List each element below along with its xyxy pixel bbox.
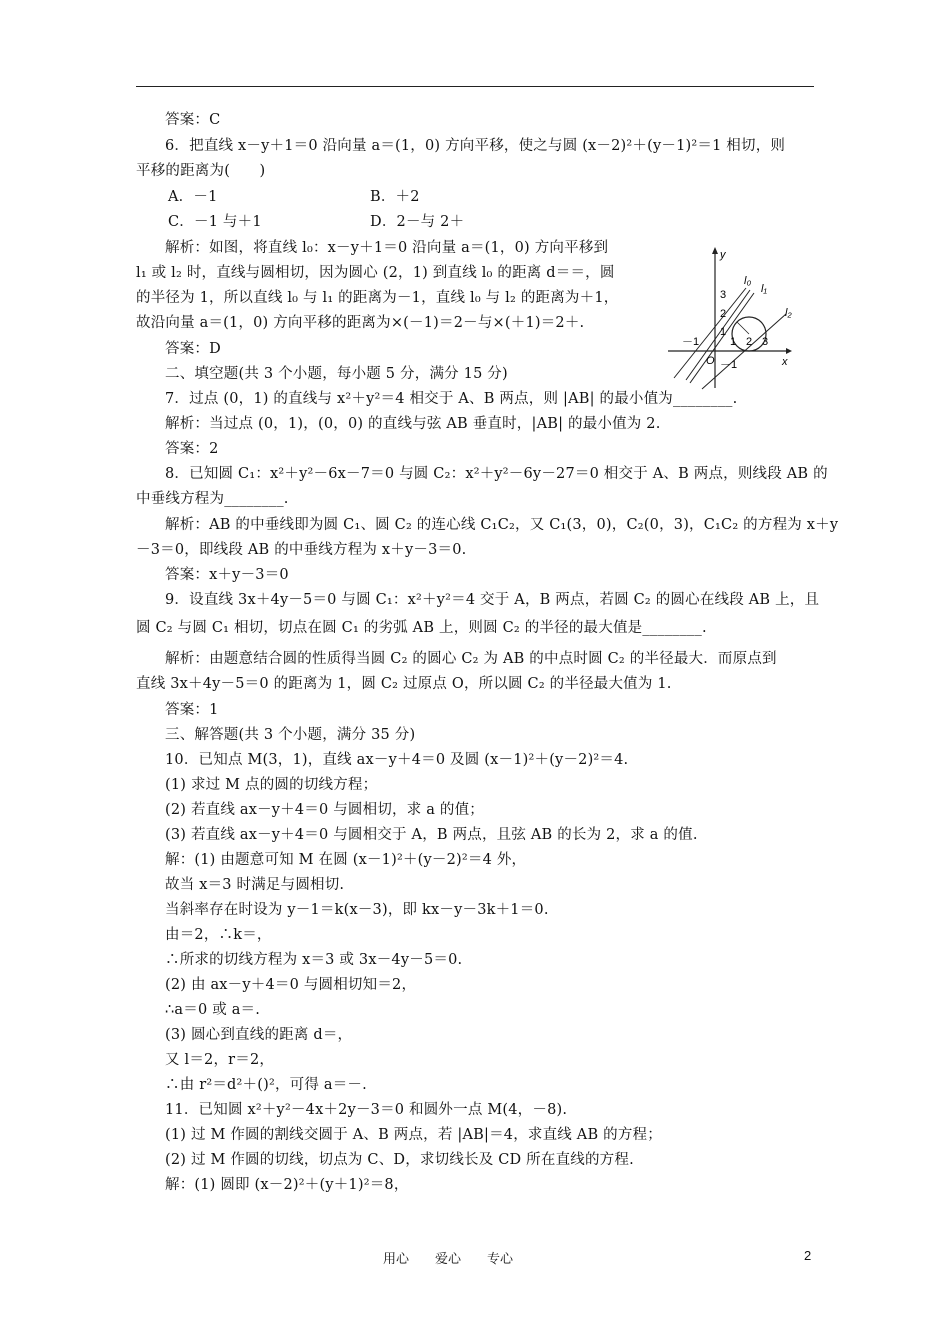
label-l1: l₁ xyxy=(761,283,767,295)
tick-x-neg1: －1 xyxy=(682,336,700,348)
text-line: (1) 过 M 作圆的割线交圆于 A、B 两点，若 |AB|＝4，求直线 AB 的方程； xyxy=(165,1127,662,1143)
text-line: (1) 求过 M 点的圆的切线方程； xyxy=(165,777,378,793)
tick-y-1: 1 xyxy=(720,326,727,338)
text-line: 7．过点 (0，1) 的直线与 x²＋y²＝4 相交于 A、B 两点，则 |AB| 的最小值为________. xyxy=(165,391,738,407)
text-line: 答案：C xyxy=(165,112,221,128)
text-line: 答案：x＋y－3＝0 xyxy=(165,567,289,583)
text-line: 又 l＝2，r＝2， xyxy=(165,1052,275,1068)
text-line: 9．设直线 3x＋4y－5＝0 与圆 C₁：x²＋y²＝4 交于 A，B 两点，若圆 C₂ 的圆心在线段 AB 上，且 xyxy=(165,592,820,608)
text-line: 答案：1 xyxy=(165,702,219,718)
text-line: l₁ 或 l₂ 时，直线与圆相切，因为圆心 (2，1) 到直线 l₀ 的距离 d＝＝，圆 xyxy=(136,265,615,281)
label-l0: l₀ xyxy=(744,275,752,287)
text-line: (2) 由 ax－y＋4＝0 与圆相切知＝2， xyxy=(165,977,417,993)
y-axis-label: y xyxy=(720,249,726,261)
text-line: 解析：如图，将直线 l₀：x－y＋1＝0 沿向量 a＝(1，0) 方向平移到 xyxy=(165,240,609,256)
text-line: (3) 圆心到直线的距离 d＝， xyxy=(165,1027,353,1043)
footer-motto: 用心 爱心 专心 xyxy=(383,1252,514,1267)
text-line: 11．已知圆 x²＋y²－4x＋2y－3＝0 和圆外一点 M(4，－8). xyxy=(165,1102,568,1118)
y-axis-arrow xyxy=(712,247,718,254)
text-line: B．＋2 xyxy=(370,189,420,205)
tick-x-2: 2 xyxy=(746,336,753,348)
text-line: 故沿向量 a＝(1，0) 方向平移的距离为×(－1)＝2－与×(＋1)＝2＋. xyxy=(136,315,585,331)
text-line: D．2－与 2＋ xyxy=(370,214,465,230)
text-line: ∴所求的切线方程为 x＝3 或 3x－4y－5＝0. xyxy=(165,952,463,968)
radius xyxy=(737,322,749,334)
text-line: 二、填空题(共 3 个小题，每小题 5 分，满分 15 分) xyxy=(165,366,508,382)
text-line: ∴由 r²＝d²＋()²，可得 a＝－. xyxy=(165,1077,367,1093)
line-l0 xyxy=(686,290,753,380)
text-line: 中垂线方程为________. xyxy=(136,491,289,507)
tick-y-2: 2 xyxy=(720,308,727,320)
text-line: 的半径为 1，所以直线 l₀ 与 l₁ 的距离为－1，直线 l₀ 与 l₂ 的距离为＋1， xyxy=(136,290,619,306)
text-line: C．－1 与＋1 xyxy=(168,214,262,230)
header-rule xyxy=(136,86,814,87)
text-line: 故当 x＝3 时满足与圆相切. xyxy=(165,877,345,893)
text-line: (3) 若直线 ax－y＋4＝0 与圆相交于 A，B 两点，且弦 AB 的长为 2，求 a 的值. xyxy=(165,827,698,843)
text-line: 解：(1) 圆即 (x－2)²＋(y＋1)²＝8， xyxy=(165,1177,409,1193)
text-line: 由＝2，∴k＝， xyxy=(165,927,272,943)
text-line: 平移的距离为( ) xyxy=(136,163,266,179)
text-line: 解析：由题意结合圆的性质得当圆 C₂ 的圆心 C₂ 为 AB 的中点时圆 C₂ 的半径最大．而原点到 xyxy=(165,651,777,667)
text-line: 答案：2 xyxy=(165,441,219,457)
text-line: A．－1 xyxy=(168,189,218,205)
text-line: 当斜率存在时设为 y－1＝k(x－3)，即 kx－y－3k＋1＝0. xyxy=(165,902,549,918)
text-line: ∴a＝0 或 a＝. xyxy=(165,1002,261,1018)
text-line: 10．已知点 M(3，1)，直线 ax－y＋4＝0 及圆 (x－1)²＋(y－2)²＝4. xyxy=(165,752,629,768)
text-line: 8．已知圆 C₁：x²＋y²－6x－7＝0 与圆 C₂：x²＋y²－6y－27＝0 相交于 A、B 两点，则线段 AB 的 xyxy=(165,466,828,482)
text-line: 解析：当过点 (0，1)，(0，0) 的直线与弦 AB 垂直时，|AB| 的最小值为 2. xyxy=(165,416,661,432)
tick-x-1: 1 xyxy=(730,336,737,348)
text-line: 6．把直线 x－y＋1＝0 沿向量 a＝(1，0) 方向平移，使之与圆 (x－2)²＋(y－1)²＝1 相切，则 xyxy=(165,138,786,154)
tick-x-3: 3 xyxy=(762,336,769,348)
origin-label: O xyxy=(706,355,715,367)
tick-y-neg1: －1 xyxy=(720,359,738,371)
text-line: (2) 过 M 作圆的切线，切点为 C、D，求切线长及 CD 所在直线的方程. xyxy=(165,1152,634,1168)
tick-y-3: 3 xyxy=(720,289,727,301)
text-line: －3＝0，即线段 AB 的中垂线方程为 x＋y－3＝0. xyxy=(136,542,467,558)
text-line: 解析：AB 的中垂线即为圆 C₁、圆 C₂ 的连心线 C₁C₂，又 C₁(3，0)，C₂(0，3)，C₁C₂ 的方程为 x＋y xyxy=(165,517,839,533)
label-l2: l₂ xyxy=(785,307,792,319)
text-line: 答案：D xyxy=(165,341,221,357)
text-line: 直线 3x＋4y－5＝0 的距离为 1，圆 C₂ 过原点 O，所以圆 C₂ 的半径最大值为 1. xyxy=(136,676,672,692)
text-line: (2) 若直线 ax－y＋4＝0 与圆相切，求 a 的值； xyxy=(165,802,484,818)
x-axis-label: x xyxy=(782,356,788,368)
page-number: 2 xyxy=(804,1248,812,1263)
x-axis-arrow xyxy=(786,348,792,354)
text-line: 圆 C₂ 与圆 C₁ 相切，切点在圆 C₁ 的劣弧 AB 上，则圆 C₂ 的半径的最大值是________. xyxy=(136,620,707,636)
text-line: 三、解答题(共 3 个小题，满分 35 分) xyxy=(165,727,416,743)
text-line: 解：(1) 由题意可知 M 在圆 (x－1)²＋(y－2)²＝4 外， xyxy=(165,852,527,868)
geometry-figure xyxy=(668,244,804,390)
